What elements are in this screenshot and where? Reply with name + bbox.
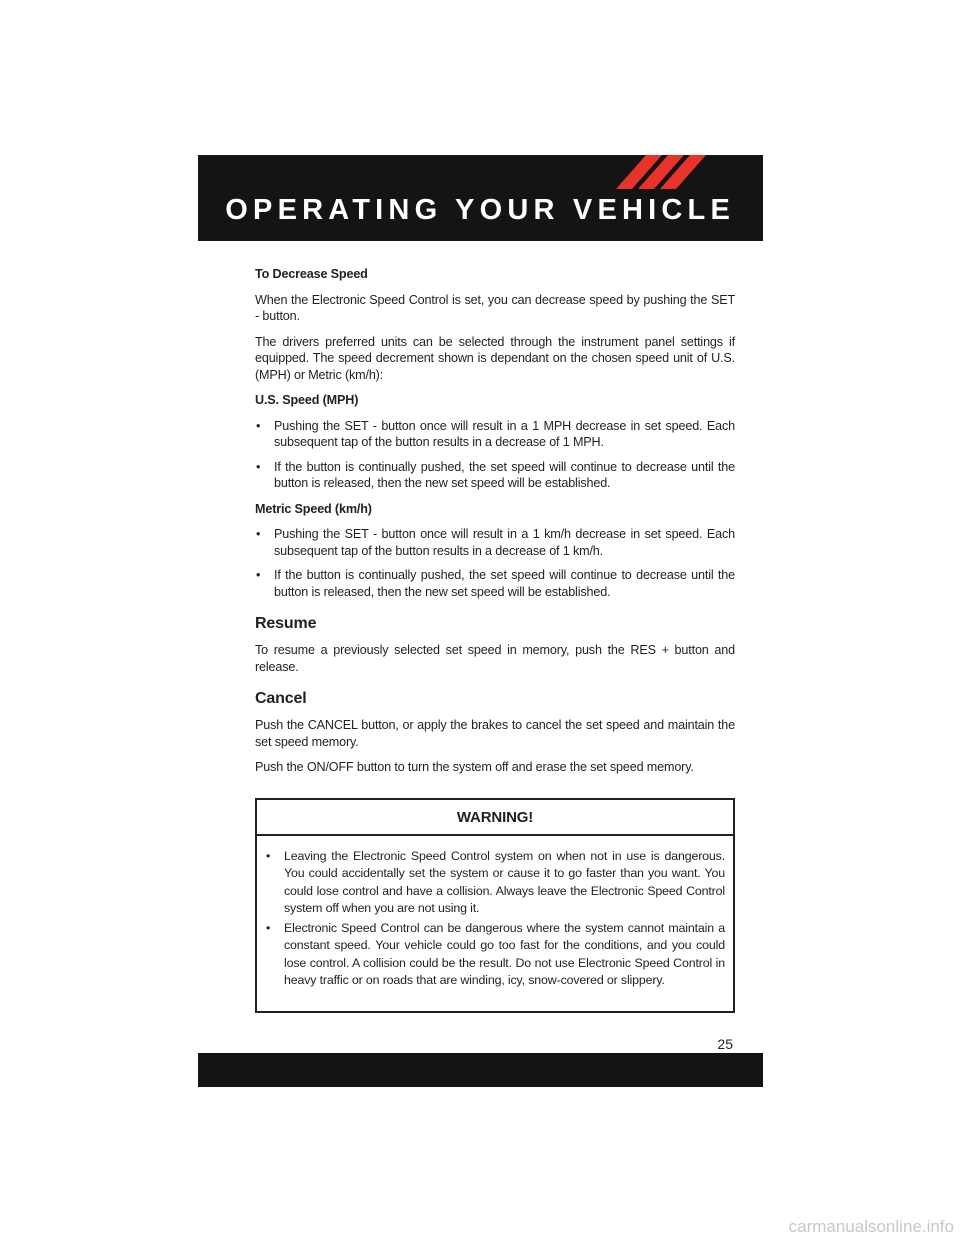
decrease-para-1: When the Electronic Speed Control is set, you can decrease speed by pushing the SET - button. [255,292,735,323]
cancel-text-2: Push the ON/OFF button to turn the system off and erase the set speed memory. [255,760,694,774]
list-item-text: Pushing the SET - button once will result in a 1 km/h decrease in set speed. Each subsequent tap of the button results in a decrease of 1 km/h. [274,527,735,558]
resume-text: To resume a previously selected set speed in memory, push the RES + button and release. [255,643,735,674]
list-item [255,567,735,600]
warning-list [265,848,725,990]
warning-title: WARNING! [257,800,733,836]
bullet-icon: • [256,527,261,541]
cancel-heading: Cancel [255,690,307,707]
us-speed-heading: U.S. Speed (MPH) [255,393,359,407]
page-content [255,266,735,1013]
resume-heading: Resume [255,615,317,632]
section-title: OPERATING YOUR VEHICLE [225,194,735,226]
list-item-text: Leaving the Electronic Speed Control system on when not in use is dangerous. You could accidentally set the system or cause it to go faster than you want. You could lose control and have a collision. Always leave the Electronic Speed Control system off when you are not using it. [284,848,725,915]
bullet-icon: • [266,920,271,935]
us-speed-list [255,418,735,492]
bullet-icon: • [256,568,261,582]
metric-speed-list [255,526,735,600]
list-item-text: If the button is continually pushed, the set speed will continue to decrease until the button is released, then the new set speed will be established. [274,568,735,599]
bullet-icon: • [256,459,261,474]
warning-box [255,798,735,1013]
decrease-para-2: The drivers preferred units can be selected through the instrument panel settings if equipped. The speed decrement shown is dependant on the chosen speed unit of U.S. (MPH) or Metric (km/h): [255,334,735,382]
list-item-text: Pushing the SET - button once will result in a 1 MPH decrease in set speed. Each subsequent tap of the button results in a decrease of 1 MPH. [274,418,735,449]
decrease-speed-heading: To Decrease Speed [255,267,368,281]
page-number: 25 [717,1036,733,1052]
list-item-text: Electronic Speed Control can be dangerous where the system cannot maintain a constant speed. Your vehicle could go too fast for the conditions, and you could lose control. A collision could be the result. Do not use Electronic Speed Control in heavy traffic or on roads that are winding, icy, snow-covered or slippery. [284,920,725,987]
list-item [255,418,735,451]
footer-bar [198,1053,763,1087]
cancel-text-1: Push the CANCEL button, or apply the brakes to cancel the set speed and maintain the set speed memory. [255,718,735,749]
section-header-bar [198,155,763,241]
list-item [265,920,725,990]
list-item [255,459,735,492]
list-item-text: If the button is continually pushed, the set speed will continue to decrease until the button is released, then the new set speed will be established. [274,459,735,490]
list-item [265,848,725,918]
bullet-icon: • [266,848,271,863]
bullet-icon: • [256,418,261,433]
watermark-link[interactable]: carmanualsonline.info [0,1212,960,1242]
metric-speed-heading: Metric Speed (km/h) [255,501,372,516]
list-item [255,526,735,559]
